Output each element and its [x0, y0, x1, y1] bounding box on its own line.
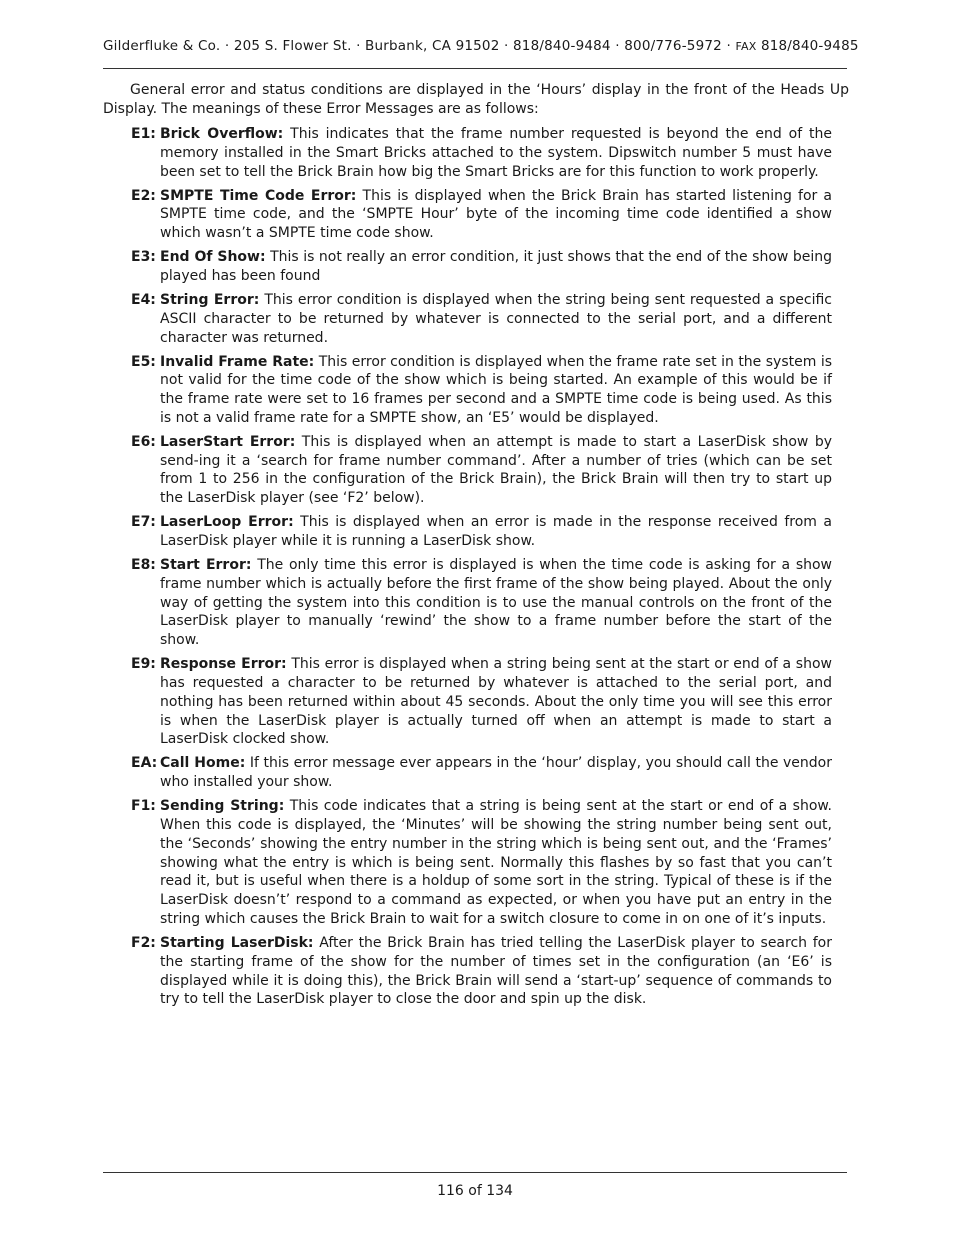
- error-code: F1:: [131, 798, 156, 815]
- header-separator: ·: [615, 38, 620, 54]
- error-item-e4: [131, 291, 832, 347]
- error-item-f2: [131, 934, 832, 1009]
- error-description: This error is displayed when a string being sent at the start or end of a show has requested a character to be returned by whatever is attached to the serial port, and nothing has been returned within about 45 seconds. About the only time you will see this error is when the LaserDisk player is actually turned off when an attempt is made to start a LaserDisk clocked show.: [160, 656, 832, 748]
- header-fax: 818/840-9485: [760, 38, 859, 54]
- error-description: This is displayed when an attempt is made to start a LaserDisk show by send-ing it a ‘search for frame number command’. After a number of tries (which can be set from 1 to 256 in the configuration of the Brick Brain), the Brick Brain will then try to start up the LaserDisk player (see ‘F2’ below).: [160, 433, 832, 507]
- error-description: This is not really an error condition, it just shows that the end of the show being played has been found: [160, 249, 832, 284]
- error-code: E8:: [131, 557, 156, 574]
- error-name: Start Error:: [160, 557, 252, 574]
- error-code: E3:: [131, 249, 156, 266]
- error-name: Invalid Frame Rate:: [160, 353, 315, 370]
- error-description: After the Brick Brain has tried telling the LaserDisk player to search for the starting frame of the show for the number of times set in the configuration (an ‘E6’ is displayed while it is doing this), the Brick Brain will send a ‘start-up’ sequence of commands to try to tell the LaserDisk player to close the door and spin up the disk.: [160, 934, 832, 1008]
- error-item-ea: [131, 754, 832, 792]
- header-separator: ·: [224, 38, 230, 54]
- error-code: E4:: [131, 291, 156, 308]
- header-separator: ·: [504, 38, 509, 54]
- header-company: Gilderfluke & Co.: [103, 38, 221, 54]
- error-item-e5: [131, 353, 832, 428]
- header-fax-label: FAX: [735, 40, 757, 53]
- error-item-e9: [131, 655, 832, 749]
- error-name: Brick Overflow:: [160, 126, 284, 142]
- error-name: LaserLoop Error:: [160, 514, 294, 531]
- header-rule: [103, 68, 847, 69]
- page-number: 116 of 134: [437, 1183, 513, 1199]
- error-code: F2:: [131, 934, 156, 951]
- error-item-e2: [131, 187, 832, 243]
- error-name: LaserStart Error:: [160, 433, 296, 450]
- error-description: If this error message ever appears in the ‘hour’ display, you should call the vendor who installed your show.: [160, 755, 832, 791]
- error-name: SMPTE Time Code Error:: [160, 187, 357, 204]
- page-header: [103, 38, 859, 54]
- error-name: Starting LaserDisk:: [160, 934, 314, 951]
- error-description: This error condition is displayed when the frame rate set in the system is not valid for the time code of the show which is being started. An example of this would be if the frame rate were set to 16 frames per second and a SMPTE time code is being used. As this is not a valid frame rate for a SMPTE show, an ‘E5’ would be displayed.: [160, 353, 833, 426]
- error-name: Response Error:: [160, 656, 287, 673]
- error-code: E2:: [131, 187, 156, 204]
- error-code: E1:: [131, 126, 156, 142]
- error-item-e7: [131, 513, 832, 551]
- header-phone: 818/840-9484: [513, 38, 611, 54]
- error-description: This code indicates that a string is being sent at the start or end of a show. When this code is displayed, the ‘Minutes’ will be showing the string number being sent out, the ‘Seconds’ showing the entry number in the string which is being sent out, and the ‘Frames’ showing what the entry is which is being sent. Normally this flashes by so fast that you can’t read it, but is useful when there is a holdup of some sort in the string. Typical of these is if the LaserDisk doesn’t’ respond to a command as expected, or when you have put an entry in the string which causes the Brick Brain to wait for a switch closure to come in on one of it’s inputs.: [160, 798, 833, 927]
- error-item-e3: [131, 248, 832, 286]
- error-description: This error condition is displayed when the string being sent requested a specific ASCII character to be returned by whatever is connected to the serial port, and a different character was returned.: [160, 291, 832, 346]
- error-code: EA:: [131, 755, 158, 772]
- error-item-e1: [131, 125, 832, 181]
- footer-rule: [103, 1172, 847, 1173]
- error-code: E6:: [131, 433, 156, 450]
- error-description: The only time this error is displayed is when the time code is asking for a show frame number which is actually before the first frame of the show being played. About the only way of getting the system into this condition is to use the manual controls on the front of the LaserDisk player to manually ‘rewind’ the show to a frame number before the start of the show.: [160, 557, 833, 649]
- error-name: String Error:: [160, 291, 260, 308]
- error-name: Call Home:: [160, 755, 246, 772]
- header-separator: ·: [726, 38, 731, 54]
- error-item-e8: [131, 556, 832, 650]
- error-item-e6: [131, 433, 832, 508]
- error-description: This is displayed when the Brick Brain has started listening for a SMPTE time code, and the ‘SMPTE Hour’ byte of the incoming time code identified a show which wasn’t a SMPTE time code show.: [160, 187, 832, 242]
- header-tollfree: 800/776-5972: [624, 38, 722, 54]
- header-address: 205 S. Flower St. · Burbank, CA 91502: [233, 38, 500, 54]
- error-name: Sending String:: [160, 798, 285, 815]
- error-code: E7:: [131, 514, 156, 531]
- error-name: End Of Show:: [160, 249, 266, 266]
- error-message-list: [131, 125, 832, 1014]
- error-description: This is displayed when an error is made in the response received from a LaserDisk player while it is running a LaserDisk show.: [160, 514, 832, 550]
- error-code: E9:: [131, 656, 156, 673]
- error-item-f1: [131, 797, 832, 929]
- intro-paragraph: General error and status conditions are displayed in the ‘Hours’ display in the front of the Heads Up Display. The meanings of these Error Messages are as follows:: [103, 82, 849, 117]
- error-code: E5:: [131, 353, 156, 370]
- error-description: This indicates that the frame number requested is beyond the end of the memory installed in the Smart Bricks attached to the system. Dipswitch number 5 must have been set to tell the Brick Brain how big the Smart Bricks are for this function to work properly.: [160, 126, 832, 180]
